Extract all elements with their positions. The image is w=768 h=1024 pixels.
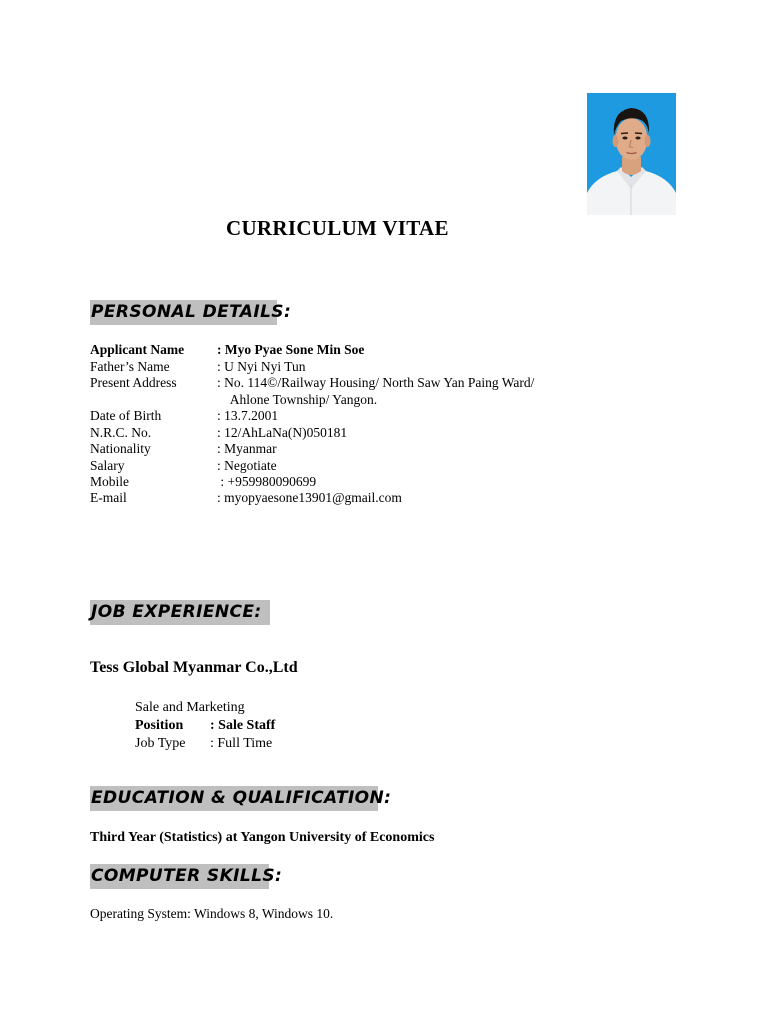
- position-label: Position: [135, 718, 184, 733]
- detail-label: Father’s Name: [90, 359, 170, 374]
- detail-value: : Myanmar: [217, 441, 277, 456]
- job-type-value: : Full Time: [210, 736, 273, 751]
- computer-skills-item: Operating System: Windows 8, Windows 10.: [90, 906, 334, 921]
- detail-label: Nationality: [90, 441, 151, 456]
- job-type-label: Job Type: [135, 736, 186, 751]
- department-name: Sale and Marketing: [135, 700, 245, 715]
- detail-value: : 12/AhLaNa(N)050181: [217, 425, 348, 440]
- detail-value: : +959980090699: [217, 474, 317, 489]
- detail-label: Mobile: [90, 474, 129, 489]
- personal-details-heading: PERSONAL DETAILS:: [90, 300, 277, 325]
- position-row: [135, 718, 276, 734]
- detail-value: : Myo Pyae Sone Min Soe: [217, 342, 365, 357]
- job-type-row: [135, 736, 273, 752]
- computer-skills-heading: COMPUTER SKILLS:: [90, 864, 269, 889]
- detail-value: : myopyaesone13901@gmail.com: [217, 490, 402, 505]
- position-value: : Sale Staff: [210, 718, 276, 733]
- company-name: Tess Global Myanmar Co.,Ltd: [90, 659, 298, 676]
- detail-label: Present Address: [90, 375, 177, 390]
- detail-label: E-mail: [90, 490, 127, 505]
- detail-label: Applicant Name: [90, 342, 185, 357]
- profile-photo: [587, 93, 676, 215]
- detail-label: Date of Birth: [90, 408, 162, 423]
- detail-value: : No. 114©/Railway Housing/ North Saw Yan Paing Ward/: [217, 375, 535, 390]
- education-heading: EDUCATION & QUALIFICATION:: [90, 786, 378, 811]
- detail-value: : Negotiate: [217, 458, 277, 473]
- job-experience-heading: JOB EXPERIENCE:: [90, 600, 270, 625]
- detail-value: : 13.7.2001: [217, 408, 279, 423]
- detail-value: : U Nyi Nyi Tun: [217, 359, 306, 374]
- detail-label: Salary: [90, 458, 125, 473]
- education-item: Third Year (Statistics) at Yangon University of Economics: [90, 830, 435, 845]
- detail-value: Ahlone Township/ Yangon.: [217, 392, 378, 407]
- detail-label: N.R.C. No.: [90, 425, 152, 440]
- portrait-photo-icon: [587, 93, 676, 215]
- page-title: CURRICULUM VITAE: [226, 216, 449, 240]
